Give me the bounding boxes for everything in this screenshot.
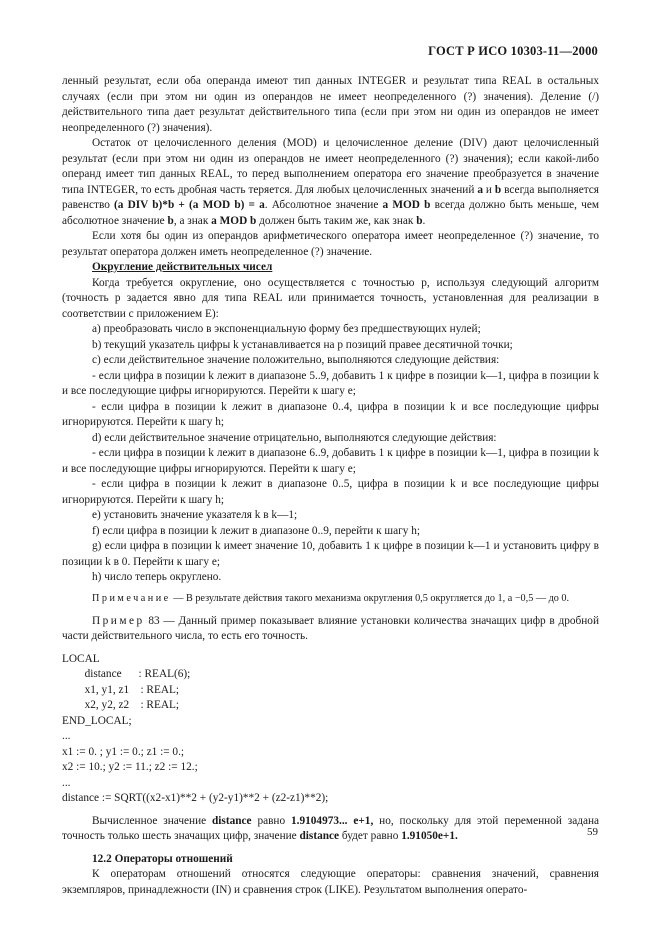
list-item: c) если действительное значение положительно, выполняются следующие действия: [92, 354, 500, 366]
expr-a-mod-b: a MOD b [382, 199, 431, 211]
list-item: d) если действительное значение отрицательно, выполняются следующие действия: [92, 431, 497, 444]
text-span: всегда выполняется равенство [62, 183, 599, 211]
paragraph: Когда требуется округление, оно осуществляется с точностью p, используя следующий алгоритм (точность p задается явно для типа REAL или принимается точность, установленная для реализации в соответствии с приложением E): [62, 276, 599, 320]
page-header: ГОСТ Р ИСО 10303-11—2000 [428, 44, 598, 58]
text-span: но, поскольку для этой переменной задана точность только шесть значащих цифр, значение [62, 814, 600, 842]
spacer [62, 807, 599, 814]
code-line: ... [62, 776, 71, 789]
paragraph: Если хотя бы один из операндов арифметического оператора имеет неопределенное (?) значение, то результат оператора должен иметь неопределенное (?) значение. [62, 230, 599, 258]
list-item: h) число теперь округлено. [92, 571, 222, 583]
section-heading: 12.2 Операторы отношений [92, 852, 233, 865]
code-line: x2 := 10.; y2 := 11.; z2 := 12.; [62, 761, 198, 773]
note [62, 592, 599, 606]
code-line: distance : REAL(6); [62, 668, 191, 680]
text-span: будет равно [341, 830, 399, 842]
list-subitem: - если цифра в позиции k лежит в диапазоне 0..4, цифра в позиции k и все последующие цифры игнорируются. Перейти к шагу h; [62, 400, 599, 428]
code-line: x1, y1, z1 : REAL; [62, 683, 180, 696]
list-subitem: - если цифра в позиции k лежит в диапазоне 6..9, добавить 1 к цифре в позиции k—1, цифра в позиции k и все последующие цифры игнорируются. Перейти к шагу e; [62, 447, 599, 475]
list-item: a) преобразовать число в экспоненциальную форму без предшествующих нулей; [92, 323, 481, 335]
text-span: Вычисленное значение [92, 814, 207, 827]
spacer [62, 845, 599, 852]
code-block [62, 652, 599, 807]
paragraph-mod-div [62, 136, 599, 229]
var-b: b [167, 214, 174, 227]
var-a: a [477, 183, 483, 196]
text-span: должен быть таким же, как знак [259, 214, 414, 227]
document-body [62, 74, 599, 898]
code-line: END_LOCAL; [62, 714, 132, 727]
list-subitem: - если цифра в позиции k лежит в диапазоне 5..9, добавить 1 к цифре в позиции k—1, цифра в позиции k и все последующие цифры игнорируются. Перейти к шагу e; [62, 369, 599, 397]
code-line: LOCAL [62, 652, 100, 665]
code-line: ... [62, 730, 71, 742]
paragraph: К операторам отношений относятся следующие операторы: сравнения значений, сравнения экземпляров, принадлежности (IN) и сравнения строк (LIKE). Результатом выполнения операто- [62, 868, 599, 896]
spacer [62, 645, 599, 652]
text-span: . [422, 214, 426, 227]
paragraph-result [62, 814, 599, 845]
list-item: e) установить значение указателя k в k—1; [92, 509, 298, 521]
text-span: , а знак [173, 214, 209, 227]
equation: (a DIV b)*b + (a MOD b) = a [114, 199, 265, 211]
example-label: Пример [92, 614, 145, 627]
list-item: f) если цифра в позиции k лежит в диапазоне 0..9, перейти к шагу h; [92, 524, 421, 537]
note-label: Примечание [92, 592, 171, 604]
example [62, 614, 599, 645]
text-span: . Абсолютное значение [264, 199, 379, 211]
note-text: — В результате действия такого механизма округления 0,5 округляется до 1, а −0,5 — до 0. [170, 592, 570, 604]
paragraph: ленный результат, если оба операнда имеют тип данных INTEGER и результат типа REAL в остальных случаях (если при этом ни один из операндов не имеет неопределенного (?) значения). Деление (/) действительного типа дает результат действительного типа (если при этом ни один из операндов не имеет неопределенного (?) значения). [62, 75, 599, 134]
expr-a-mod-b: a MOD b [211, 214, 257, 227]
text-span: равно [257, 814, 286, 827]
value: 1.9104973... e+1, [291, 814, 374, 827]
var-distance: distance [299, 830, 340, 842]
code-line: distance := SQRT((x2-x1)**2 + (y2-y1)**2 + (z2-z1)**2); [62, 792, 329, 804]
value: 1.91050e+1. [401, 830, 458, 842]
var-distance: distance [212, 814, 252, 827]
list-subitem: - если цифра в позиции k лежит в диапазоне 0..5, цифра в позиции k и все последующие цифры игнорируются. Перейти к шагу h; [62, 478, 599, 506]
var-b: b [494, 183, 502, 196]
list-item: g) если цифра в позиции k имеет значение 10, добавить 1 к цифре в позиции k—1 и установить цифру в позиции k в 0. Перейти к шагу e; [62, 540, 599, 568]
code-line: x1 := 0. ; y1 := 0.; z1 := 0.; [62, 745, 185, 758]
list-item: b) текущий указатель цифры k устанавливается на p позиций правее десятичной точки; [92, 338, 513, 351]
subheading: Округление действительных чисел [92, 261, 273, 273]
example-text: 83 — Данный пример показывает влияние установки количества значащих цифр в дробной части действительного числа, то есть его точность. [62, 614, 599, 642]
text-span: Остаток от целочисленного деления (MOD) и целочисленное деление (DIV) дают целочисленный результат (если при этом ни один из операндов не имеет неопределенного (?) значения); если какой-либо операнд имеет тип данных REAL, то перед выполнением оператора его значение преобразуется в значение типа INTEGER, то есть дробная часть теряется. Для любых целочисленных значений [62, 137, 599, 196]
var-b: b [416, 214, 423, 227]
page-number: 59 [587, 826, 598, 838]
text-span: и [485, 183, 492, 196]
text-span: всегда должно быть меньше, чем абсолютное значение [62, 199, 600, 227]
code-line: x2, y2, z2 : REAL; [62, 699, 180, 711]
